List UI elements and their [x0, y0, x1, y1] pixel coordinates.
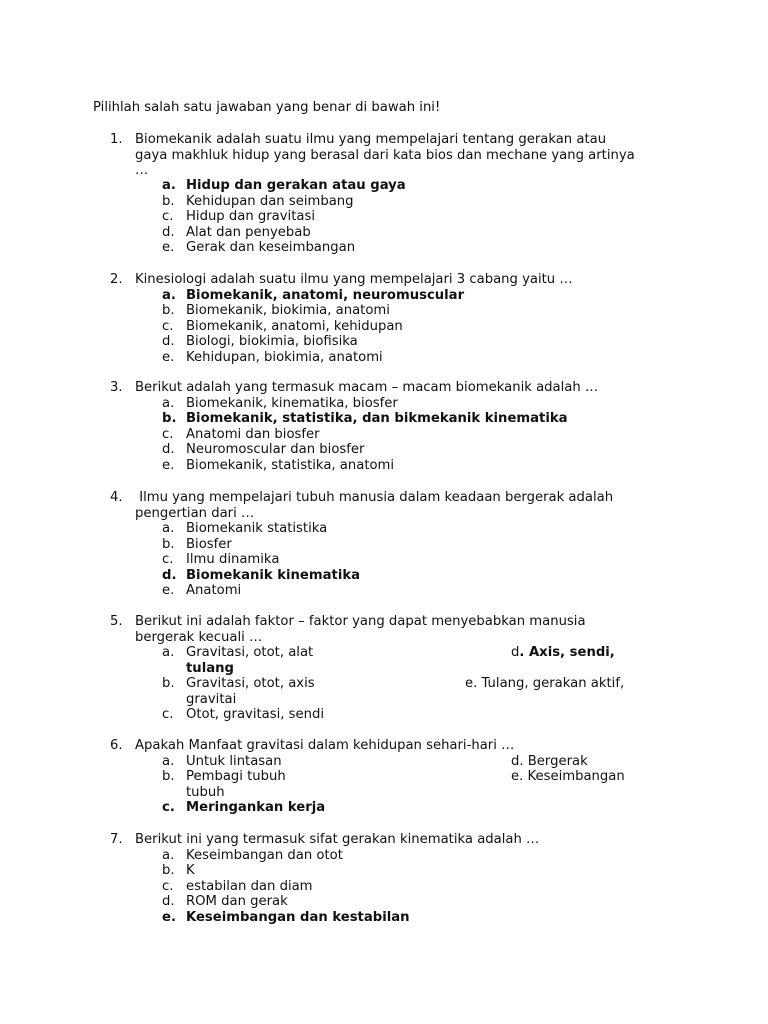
option-d-inline: d. Bergerak	[511, 753, 588, 769]
option-a: a. Gravitasi, otot, alat d. Axis, sendi,	[162, 645, 615, 660]
question-text	[135, 832, 680, 848]
option-e: e. Biomekanik, statistika, anatomi	[162, 457, 395, 473]
option-b: b. K	[162, 863, 195, 878]
question-text	[135, 380, 680, 396]
question-line: …	[135, 163, 149, 178]
option-c: c. Ilmu dinamika	[162, 552, 280, 567]
option-b: b. Pembagi tubuh e. Keseimbangan	[162, 769, 625, 784]
option-b: b. Biosfer	[162, 536, 232, 552]
option-b: b. Gravitasi, otot, axis e. Tulang, gerakan aktif,	[162, 676, 625, 691]
option-e: e. Kehidupan, biokimia, anatomi	[162, 349, 383, 365]
question-number: 3.	[110, 380, 123, 395]
option-a: a. Untuk lintasan d. Bergerak	[162, 753, 588, 769]
question-line: Biomekanik adalah suatu ilmu yang mempelajari tentang gerakan atau	[135, 132, 607, 147]
option-b: b. Biomekanik, statistika, dan bikmekanik kinematika	[162, 411, 568, 426]
option-e-continuation: gravitai	[186, 691, 237, 707]
option-d-inline: d. Axis, sendi,	[511, 645, 615, 660]
question-line: Berikut ini yang termasuk sifat gerakan kinematika adalah …	[135, 832, 540, 847]
question-text	[135, 272, 680, 288]
question-number: 6.	[110, 738, 123, 753]
question-line: Berikut adalah yang termasuk macam – macam biomekanik adalah …	[135, 380, 599, 395]
option-a: a. Keseimbangan dan otot	[162, 847, 343, 863]
question-line: gaya makhluk hidup yang berasal dari kata bios dan mechane yang artinya	[135, 147, 635, 163]
option-e: e. Anatomi	[162, 583, 242, 598]
option-d: d. Biomekanik kinematika	[162, 567, 361, 583]
option-c: c. Otot, gravitasi, sendi	[162, 707, 325, 722]
option-e-inline: e. Keseimbangan	[511, 769, 625, 784]
question-number: 1.	[110, 132, 123, 147]
instruction-text: Pilihlah salah satu jawaban yang benar di bawah ini!	[93, 100, 441, 115]
option-d: d. Alat dan penyebab	[162, 224, 311, 240]
option-c: c. estabilan dan diam	[162, 878, 313, 894]
option-a: a. Biomekanik statistika	[162, 521, 328, 536]
option-b: b. Kehidupan dan seimbang	[162, 193, 354, 209]
question-number: 5.	[110, 614, 123, 629]
option-d: d. Neuromoscular dan biosfer	[162, 442, 365, 457]
question-text	[135, 490, 680, 521]
option-a: a. Hidup dan gerakan atau gaya	[162, 178, 406, 193]
option-b-continuation: tubuh	[186, 784, 225, 800]
question-number: 7.	[110, 832, 123, 847]
option-a: a. Biomekanik, kinematika, biosfer	[162, 395, 398, 411]
question-text	[135, 738, 680, 754]
question-line: pengertian dari …	[135, 505, 255, 521]
option-c: c. Meringankan kerja	[162, 800, 326, 815]
option-c: c. Anatomi dan biosfer	[162, 426, 320, 442]
option-a: a. Biomekanik, anatomi, neuromuscular	[162, 287, 465, 303]
option-c: c. Hidup dan gravitasi	[162, 209, 316, 224]
option-e-inline: e. Tulang, gerakan aktif,	[465, 676, 625, 691]
option-c: c. Biomekanik, anatomi, kehidupan	[162, 318, 403, 334]
question-text	[135, 132, 680, 179]
option-d: d. ROM dan gerak	[162, 894, 288, 909]
question-number: 2.	[110, 272, 123, 287]
question-line: Ilmu yang mempelajari tubuh manusia dalam keadaan bergerak adalah	[135, 490, 614, 505]
question-line: Berikut ini adalah faktor – faktor yang dapat menyebabkan manusia	[135, 614, 586, 629]
option-e: e. Gerak dan keseimbangan	[162, 240, 356, 255]
option-d: d. Biologi, biokimia, biofisika	[162, 334, 358, 349]
option-b: b. Biomekanik, biokimia, anatomi	[162, 303, 390, 318]
question-line: Kinesiologi adalah suatu ilmu yang mempelajari 3 cabang yaitu …	[135, 272, 573, 287]
question-line: Apakah Manfaat gravitasi dalam kehidupan sehari-hari …	[135, 738, 515, 753]
option-d-continuation: tulang	[186, 660, 234, 676]
question-line: bergerak kecuali …	[135, 629, 263, 645]
question-number: 4.	[110, 490, 123, 505]
question-text	[135, 614, 680, 645]
option-e: e. Keseimbangan dan kestabilan	[162, 909, 410, 925]
